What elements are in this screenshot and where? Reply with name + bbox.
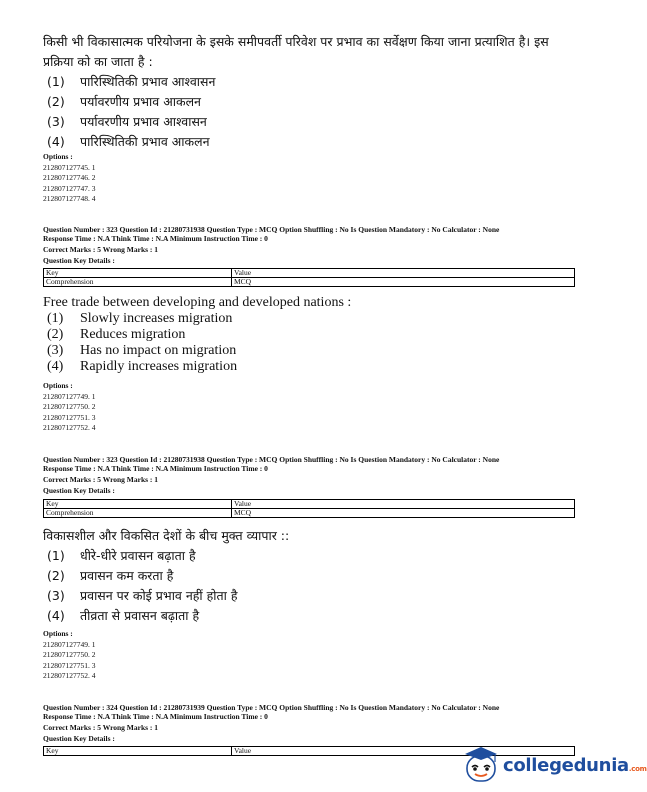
key-details-label: Question Key Details : <box>43 734 115 743</box>
option-number: (3) <box>47 343 64 358</box>
option-number: (3) <box>47 114 65 129</box>
collegedunia-logo <box>462 745 647 785</box>
option-text: Reduces migration <box>80 327 186 342</box>
option-number: (4) <box>47 134 65 149</box>
option-number: (2) <box>47 327 64 342</box>
option-id: 212807127745. 1 <box>43 162 96 172</box>
question-text-english-323: Free trade between developing and developed nations : <box>43 295 352 310</box>
option-2 <box>43 92 578 112</box>
options-list-322 <box>43 72 578 152</box>
meta-line-2: Response Time : N.A Think Time : N.A Minimum Instruction Time : 0 <box>43 464 268 473</box>
option-text: Slowly increases migration <box>80 311 233 326</box>
option-2 <box>43 566 578 586</box>
option-4 <box>43 359 578 375</box>
logo-wordmark: collegedunia.com <box>503 754 647 776</box>
option-id: 212807127750. 2 <box>43 650 96 659</box>
option-text: पारिस्थितिकी प्रभाव आकलन <box>80 134 210 149</box>
meta-line-1: Question Number : 323 Question Id : 21280731938 Question Type : MCQ Option Shuffling : No Is Question Mandatory : No Calculator : None <box>43 455 500 464</box>
option-ids-323-en <box>43 381 578 434</box>
key-table-323-en <box>43 268 575 287</box>
options-label: Options : <box>43 629 73 638</box>
option-text: धीरे-धीरे प्रवासन बढ़ाता है <box>80 548 196 563</box>
option-1 <box>43 311 578 327</box>
value-cell: MCQ <box>232 509 575 518</box>
option-2 <box>43 327 578 343</box>
option-3 <box>43 112 578 132</box>
key-header: Key <box>44 269 232 278</box>
meta-line-2: Response Time : N.A Think Time : N.A Minimum Instruction Time : 0 <box>43 712 268 721</box>
question-meta-323-en <box>43 225 578 265</box>
option-1 <box>43 546 578 566</box>
option-ids-323-hi <box>43 629 578 682</box>
option-1 <box>43 72 578 92</box>
marks-line: Correct Marks : 5 Wrong Marks : 1 <box>43 723 159 732</box>
value-cell: MCQ <box>232 278 575 287</box>
meta-line-2: Response Time : N.A Think Time : N.A Minimum Instruction Time : 0 <box>43 234 268 243</box>
option-4 <box>43 132 578 152</box>
option-text: तीव्रता से प्रवासन बढ़ाता है <box>80 608 200 623</box>
options-list-323-hi <box>43 546 578 626</box>
option-id: 212807127749. 1 <box>43 639 96 649</box>
key-cell: Comprehension <box>44 278 232 287</box>
mascot-icon <box>462 745 500 785</box>
meta-line-1: Question Number : 324 Question Id : 21280731939 Question Type : MCQ Option Shuffling : No Is Question Mandatory : No Calculator : None <box>43 703 500 712</box>
option-number: (1) <box>47 311 64 326</box>
key-details-label: Question Key Details : <box>43 256 115 265</box>
key-header: Key <box>44 747 232 756</box>
option-3 <box>43 586 578 606</box>
marks-line: Correct Marks : 5 Wrong Marks : 1 <box>43 245 159 254</box>
option-text: प्रवासन पर कोई प्रभाव नहीं होता है <box>80 588 238 603</box>
key-cell: Comprehension <box>44 509 232 518</box>
option-id: 212807127752. 4 <box>43 423 96 432</box>
option-4 <box>43 606 578 626</box>
option-number: (2) <box>47 94 65 109</box>
option-id: 212807127751. 3 <box>43 660 96 670</box>
meta-line-1: Question Number : 323 Question Id : 21280731938 Question Type : MCQ Option Shuffling : No Is Question Mandatory : No Calculator : None <box>43 225 500 234</box>
value-header: Value <box>232 747 575 756</box>
option-number: (4) <box>47 359 64 374</box>
option-id: 212807127747. 3 <box>43 183 96 193</box>
option-id: 212807127749. 1 <box>43 391 96 401</box>
question-meta-324 <box>43 703 578 743</box>
option-id: 212807127752. 4 <box>43 671 96 680</box>
option-number: (4) <box>47 608 65 623</box>
option-text: Has no impact on migration <box>80 343 237 358</box>
key-table-323-hi <box>43 499 575 518</box>
option-id: 212807127748. 4 <box>43 194 96 203</box>
value-header: Value <box>232 269 575 278</box>
option-number: (2) <box>47 568 65 583</box>
options-list-323-en <box>43 311 578 375</box>
option-text: पर्यावरणीय प्रभाव आश्वासन <box>80 114 207 129</box>
marks-line: Correct Marks : 5 Wrong Marks : 1 <box>43 475 159 484</box>
options-label: Options : <box>43 381 73 390</box>
options-label: Options : <box>43 152 73 161</box>
option-text: प्रवासन कम करता है <box>80 568 174 583</box>
option-number: (3) <box>47 588 65 603</box>
option-text: Rapidly increases migration <box>80 359 238 374</box>
value-header: Value <box>232 500 575 509</box>
question-meta-323-hi <box>43 455 578 495</box>
question-text-hindi-322: किसी भी विकासात्मक परियोजना के इसके समीपवर्ती परिवेश पर प्रभाव का सर्वेक्षण किया जाना प्रत्याशित है। इस प्रक्रिया को का जाता है : <box>43 34 549 69</box>
option-id: 212807127750. 2 <box>43 402 96 411</box>
option-id: 212807127746. 2 <box>43 173 96 182</box>
option-number: (1) <box>47 74 65 89</box>
question-text-hindi-323: विकासशील और विकसित देशों के बीच मुक्त व्यापार :: <box>43 528 290 543</box>
key-details-label: Question Key Details : <box>43 486 115 495</box>
option-ids-322 <box>43 152 578 205</box>
key-header: Key <box>44 500 232 509</box>
option-number: (1) <box>47 548 65 563</box>
option-text: पारिस्थितिकी प्रभाव आश्वासन <box>80 74 216 89</box>
option-3 <box>43 343 578 359</box>
logo-suffix: .com <box>628 764 647 773</box>
option-text: पर्यावरणीय प्रभाव आकलन <box>80 94 201 109</box>
option-id: 212807127751. 3 <box>43 412 96 422</box>
